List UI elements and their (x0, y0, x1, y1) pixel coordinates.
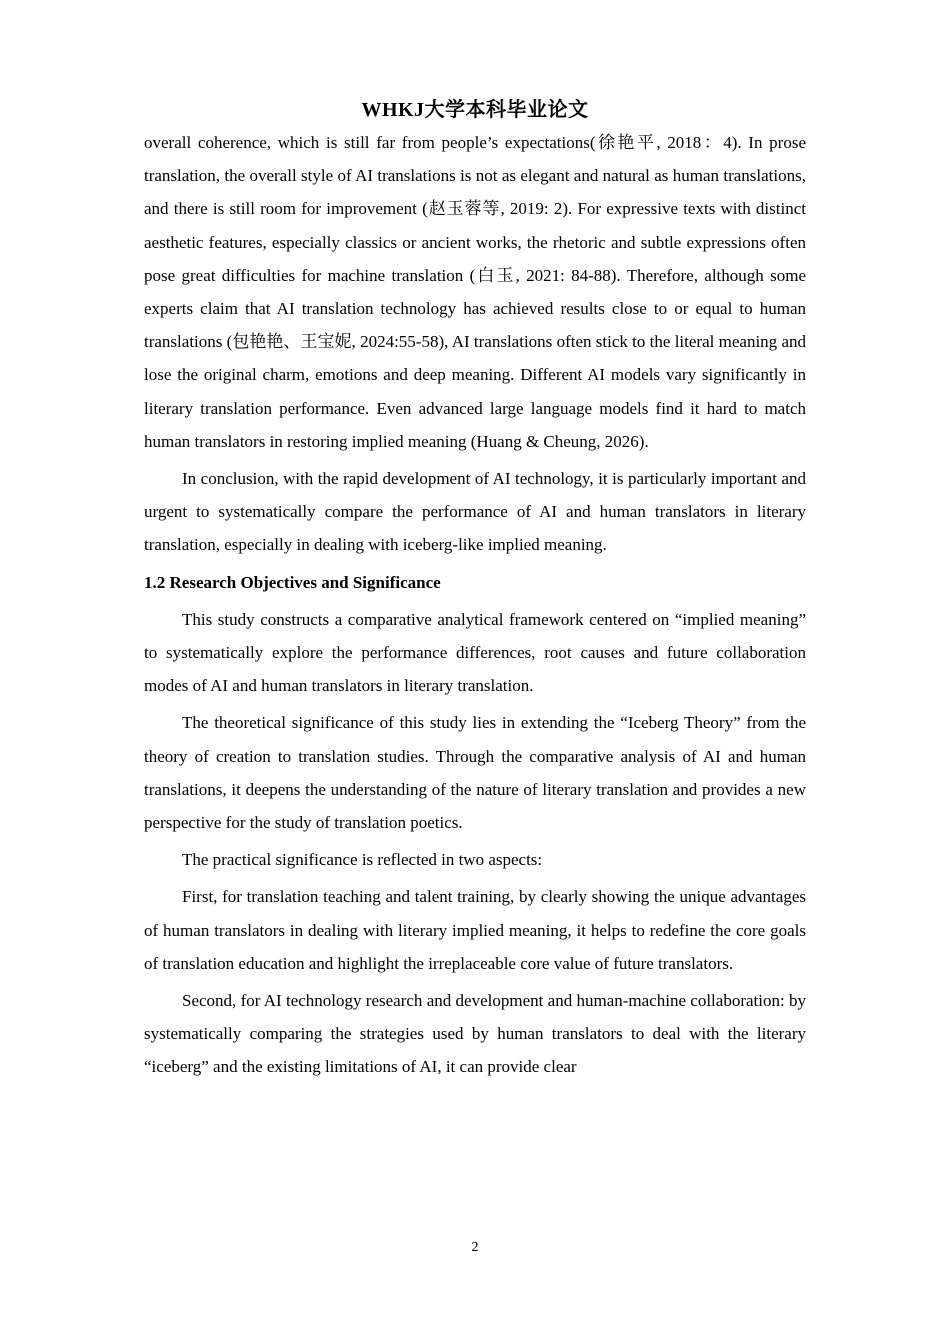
page-body (144, 126, 806, 1088)
paragraph-first-aspect: First, for translation teaching and talent training, by clearly showing the unique advantages of human translators in dealing with literary implied meaning, it helps to redefine the core goals of translation education and highlight the irreplaceable core value of future translators. (144, 887, 806, 973)
paragraph-second-aspect: Second, for AI technology research and development and human-machine collaboration: by systematically comparing the strategies used by human translators to deal with the literary “iceberg” and the existing limitations of AI, it can provide clear (144, 991, 806, 1077)
paragraph-conclusion: In conclusion, with the rapid development of AI technology, it is particularly important and urgent to systematically compare the performance of AI and human translators in literary translation, especially in dealing with iceberg-like implied meaning. (144, 469, 806, 555)
paragraph-practical-significance: The practical significance is reflected in two aspects: (182, 850, 543, 870)
paragraph-framework: This study constructs a comparative analytical framework centered on “implied meaning” to systematically explore the performance differences, root causes and future collaboration modes of AI and human translators in literary translation. (144, 609, 806, 696)
paragraph-theoretical-significance: The theoretical significance of this study lies in extending the “Iceberg Theory” from the theory of creation to translation studies. Through the comparative analysis of AI and human translations, it deepens the understanding of the nature of literary translation and provides a new perspective for the study of translation poetics. (144, 713, 806, 833)
paragraph-continued: overall coherence, which is still far from people’s expectations(徐艳平, 2018：4). In prose translation, the overall style of AI translations is not as elegant and natural as human translations, and there is still room for improvement (赵玉蓉等, 2019: 2). For expressive texts with distinct aesthetic features, especially classics or ancient works, the rhetoric and subtle expressions often pose great difficulties for machine translation (白玉, 2021: 84-88). Therefore, although some experts claim that AI translation technology has achieved results close to or equal to human translations (包艳艳、王宝妮, 2024:55-58), AI translations often stick to the literal meaning and lose the original charm, emotions and deep meaning. Different AI models vary significantly in literary translation performance. Even advanced large language models find it hard to match human translators in restoring implied meaning (Huang & Cheung, 2026). (144, 133, 806, 451)
thesis-header-title: WHKJ大学本科毕业论文 (361, 99, 589, 121)
page-number: 2 (471, 1240, 479, 1255)
section-heading: 1.2 Research Objectives and Significance (144, 572, 441, 592)
